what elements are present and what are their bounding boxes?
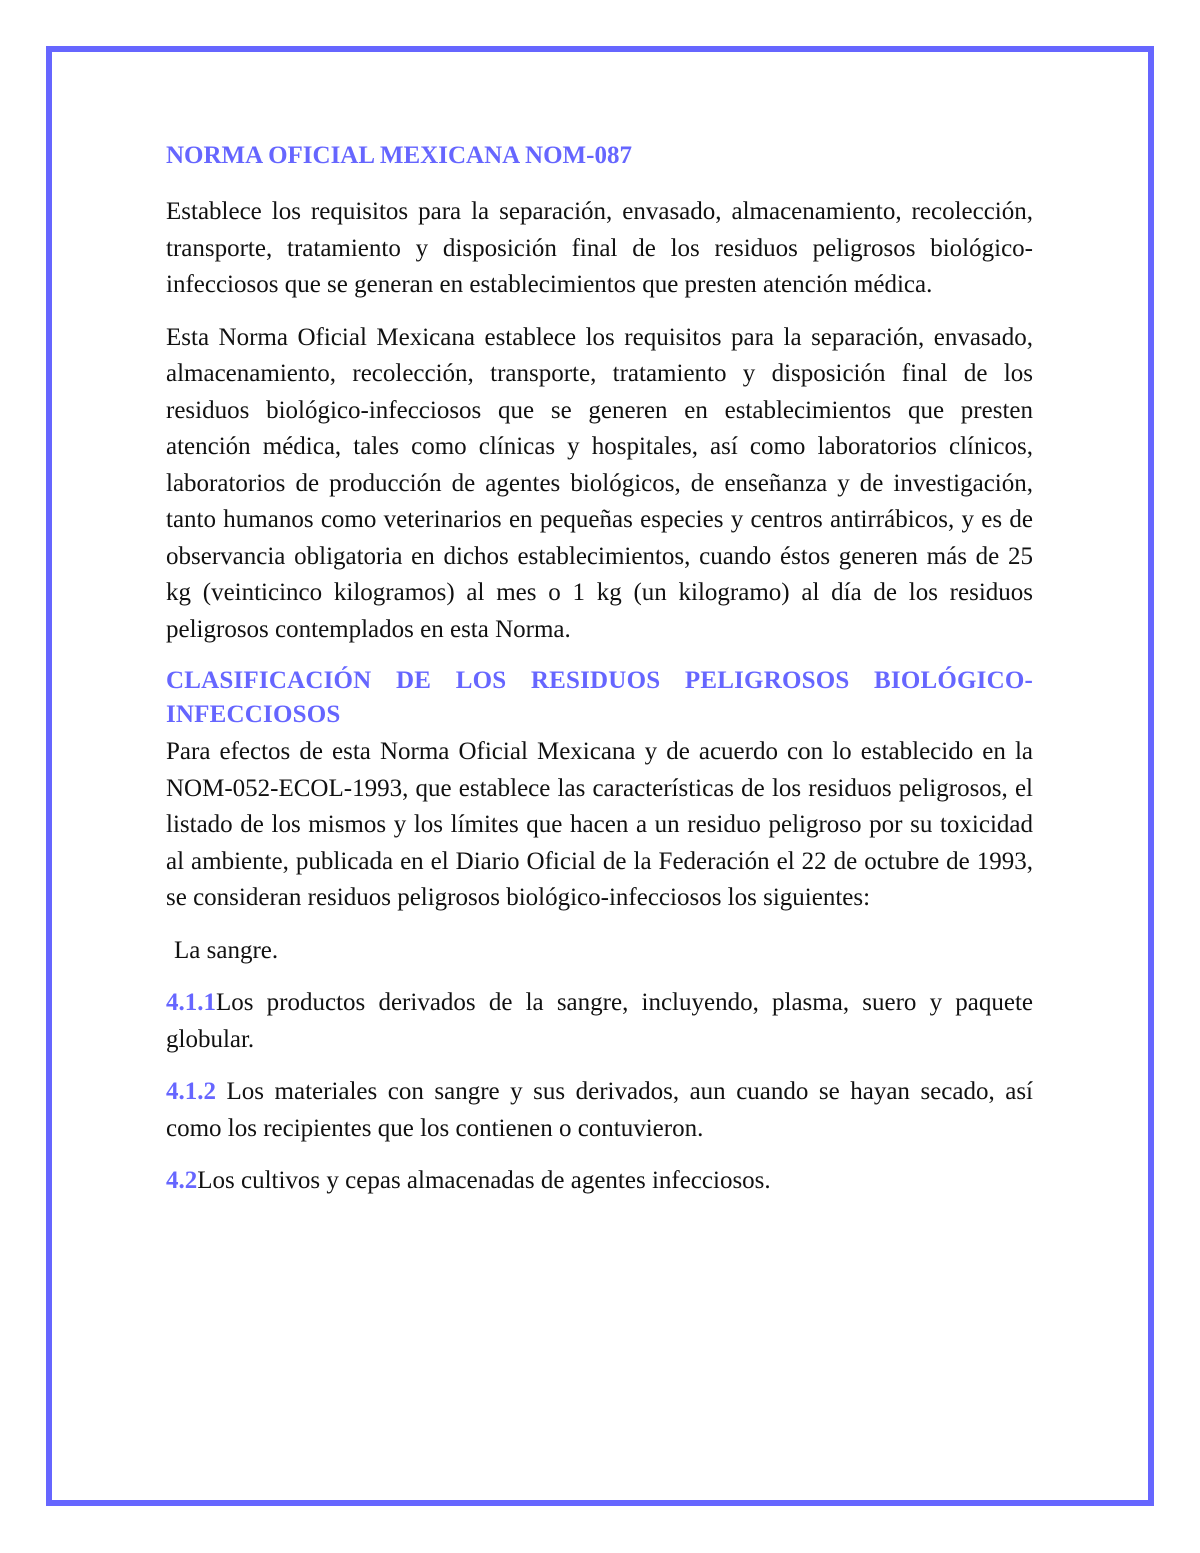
list-item-number: 4.2 <box>166 1167 198 1194</box>
list-item-text: Los productos derivados de la sangre, incluyendo, plasma, suero y paquete globular. <box>166 989 1033 1053</box>
section-heading: CLASIFICACIÓN DE LOS RESIDUOS PELIGROSOS BIOLÓGICO-INFECCIOSOS <box>166 667 1033 728</box>
list-item <box>166 1074 1033 1147</box>
list-item-text: Los materiales con sangre y sus derivados, aun cuando se hayan secado, así como los recipientes que los contienen o contuvieron. <box>166 1078 1033 1142</box>
list-item-number: 4.1.2 <box>166 1078 216 1105</box>
list-item <box>166 1163 1033 1200</box>
document-title: NORMA OFICIAL MEXICANA NOM-087 <box>166 142 632 169</box>
list-item <box>166 933 1033 970</box>
list-item <box>166 985 1033 1058</box>
list-item-text: Los cultivos y cepas almacenadas de agentes infecciosos. <box>197 1167 771 1194</box>
scope-paragraph: Esta Norma Oficial Mexicana establece los requisitos para la separación, envasado, almacenamiento, recolección, transporte, tratamiento y disposición final de los residuos biológico-infecciosos que se generen en establecimientos que presten atención médica, tales como clínicas y hospitales, así como laboratorios clínicos, laboratorios de producción de agentes biológicos, de enseñanza y de investigación, tanto humanos como veterinarios en pequeñas especies y centros antirrábicos, y es de observancia obligatoria en dichos establecimientos, cuando éstos generen más de 25 kg (veinticinco kilogramos) al mes o 1 kg (un kilogramo) al día de los residuos peligrosos contemplados en esta Norma. <box>166 323 1033 643</box>
list-item-number: 4.1.1 <box>166 989 216 1016</box>
intro-paragraph: Establece los requisitos para la separación, envasado, almacenamiento, recolección, transporte, tratamiento y disposición final de los residuos peligrosos biológico-infecciosos que se generan en establecimientos que presten atención médica. <box>166 198 1033 298</box>
list-item-text: La sangre. <box>174 936 279 964</box>
document-body <box>166 138 1033 1216</box>
section-paragraph: Para efectos de esta Norma Oficial Mexicana y de acuerdo con lo establecido en la NOM-052-ECOL-1993, que establece las características de los residuos peligrosos, el listado de los mismos y los límites que hacen a un residuo peligroso por su toxicidad al ambiente, publicada en el Diario Oficial de la Federación el 22 de octubre de 1993, se consideran residuos peligrosos biológico-infecciosos los siguientes: <box>166 738 1033 911</box>
